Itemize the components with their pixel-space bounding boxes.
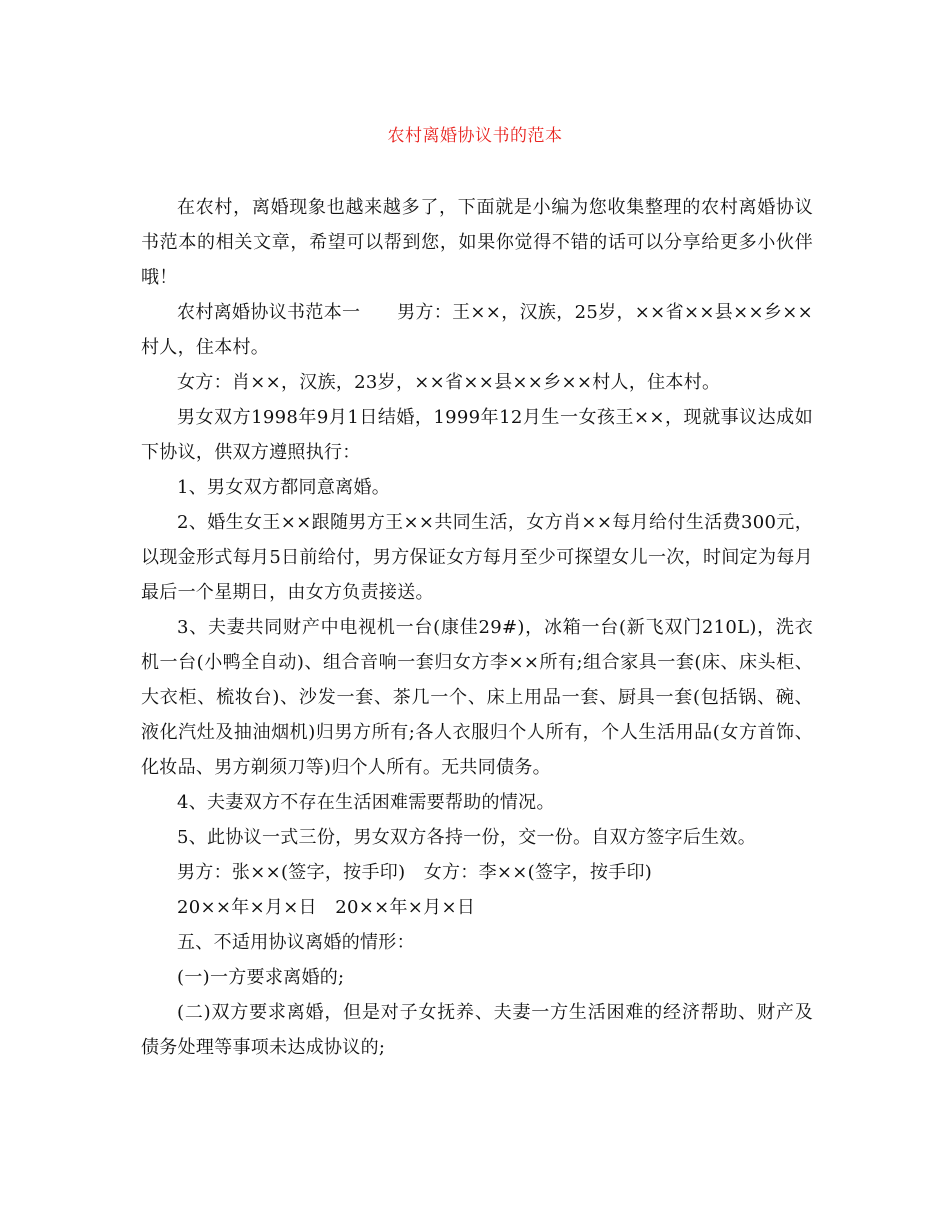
section-five-item-1: (一)一方要求离婚的; [177,967,345,988]
party-female-paragraph: 女方：肖××，汉族，23岁，××省××县××乡××村人，住本村。 [177,372,721,393]
sample-heading-paragraph: 农村离婚协议书范本一 男方：王××，汉族，25岁，××省××县××乡××村人，住本村。 [141,302,813,358]
clause-5-paragraph: 5、此协议一式三份，男女双方各持一份，交一份。自双方签字后生效。 [177,827,757,848]
intro-paragraph: 在农村，离婚现象也越来越多了，下面就是小编为您收集整理的农村离婚协议书范本的相关文章，希望可以帮到您，如果你觉得不错的话可以分享给更多小伙伴哦！ [141,197,813,288]
document-title: 农村离婚协议书的范本 [387,126,563,146]
section-five-item-2: (二)双方要求离婚，但是对子女抚养、夫妻一方生活困难的经济帮助、财产及债务处理等事项未达成协议的; [141,1002,813,1058]
section-five-heading: 五、不适用协议离婚的情形： [177,932,415,953]
date-line: 20××年×月×日 20××年×月×日 [177,897,476,918]
clause-1-paragraph: 1、男女双方都同意离婚。 [177,477,391,498]
signature-line: 男方：张××(签字，按手印) 女方：李××(签字，按手印) [177,862,653,883]
document-body [141,190,813,1065]
marriage-info-paragraph: 男女双方1998年9月1日结婚，1999年12月生一女孩王××，现就事议达成如下协议，供双方遵照执行： [141,407,813,463]
clause-4-paragraph: 4、夫妻双方不存在生活困难需要帮助的情况。 [177,792,555,813]
clause-3-paragraph: 3、夫妻共同财产中电视机一台(康佳29#)，冰箱一台(新飞双门210L)，洗衣机一台(小鸭全自动)、组合音响一套归女方李××所有;组合家具一套(床、床头柜、大衣柜、梳妆台)、沙发一套、茶几一个、床上用品一套、厨具一套(包括锅、碗、液化汽灶及抽油烟机)归男方所有;各人衣服归个人所有，个人生活用品(女方首饰、化妆品、男方剃须刀等)归个人所有。无共同债务。 [141,617,813,778]
clause-2-paragraph: 2、婚生女王××跟随男方王××共同生活，女方肖××每月给付生活费300元，以现金形式每月5日前给付，男方保证女方每月至少可探望女儿一次，时间定为每月最后一个星期日，由女方负责接送。 [141,512,813,603]
